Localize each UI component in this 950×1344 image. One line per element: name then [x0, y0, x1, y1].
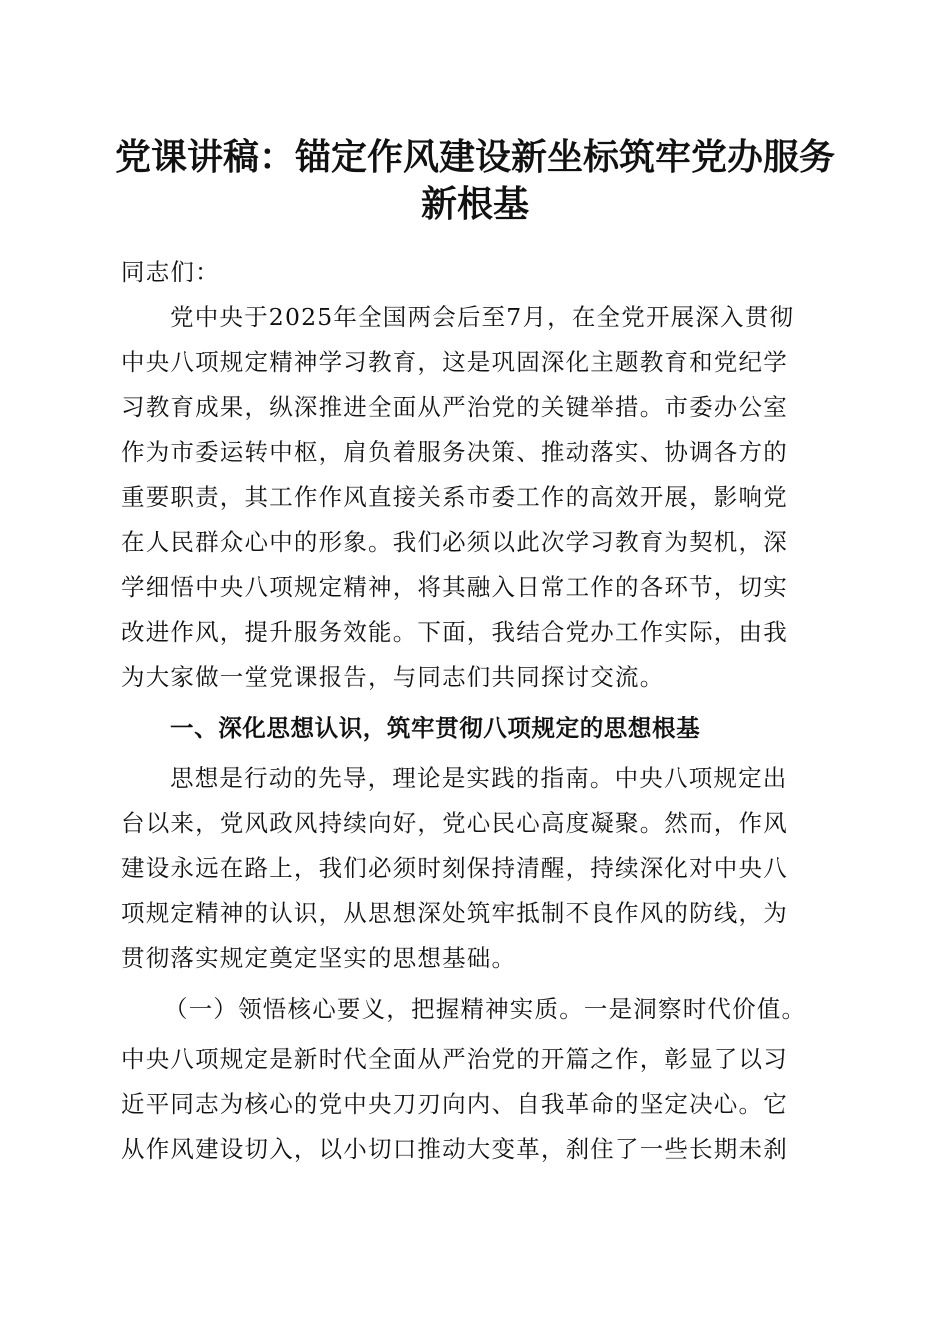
paragraph-line: 思想是行动的先导，理论是实践的指南。中央八项规定出: [170, 764, 788, 792]
document-title: [90, 134, 860, 228]
paragraph-line: 学细悟中央八项规定精神，将其融入日常工作的各环节，切实: [121, 573, 788, 601]
paragraph-line: 贯彻落实规定奠定坚实的思想基础。: [121, 944, 517, 972]
title-line: 新根基: [420, 183, 529, 225]
paragraph-intro: [121, 295, 833, 700]
paragraph-line: 建设永远在路上，我们必须时刻保持清醒，持续深化对中央八: [121, 854, 788, 882]
paragraph-line: 改进作风，提升服务效能。下面，我结合党办工作实际，由我: [121, 618, 788, 646]
paragraph-line: 台以来，党风政风持续向好，党心民心高度凝聚。然而，作风: [121, 809, 788, 837]
paragraph-line: 作为市委运转中枢，肩负着服务决策、推动落实、协调各方的: [121, 438, 788, 466]
document-body: [121, 250, 833, 1172]
paragraph-line: 中央八项规定是新时代全面从严治党的开篇之作，彰显了以习: [121, 1045, 788, 1073]
paragraph-section1: [121, 756, 833, 981]
paragraph-line: 在人民群众心中的形象。我们必须以此次学习教育为契机，深: [121, 528, 788, 556]
salutation: 同志们：: [121, 258, 220, 286]
paragraph-line: 习教育成果，纵深推进全面从严治党的关键举措。市委办公室: [121, 393, 788, 421]
paragraph-line: 项规定精神的认识，从思想深处筑牢抵制不良作风的防线，为: [121, 899, 788, 927]
paragraph-line: 为大家做一堂党课报告，与同志们共同探讨交流。: [121, 663, 665, 691]
section-heading: 一、深化思想认识，筑牢贯彻八项规定的思想根基: [170, 714, 701, 742]
paragraph-line: 中央八项规定精神学习教育，这是巩固深化主题教育和党纪学: [121, 348, 788, 376]
paragraph-line: 重要职责，其工作作风直接关系市委工作的高效开展，影响党: [121, 483, 788, 511]
paragraph-subsection1: [121, 981, 833, 1172]
paragraph-line: 近平同志为核心的党中央刀刃向内、自我革命的坚定决心。它: [121, 1090, 788, 1118]
paragraph-line: 党中央于2025年全国两会后至7月，在全党开展深入贯彻: [170, 303, 795, 331]
title-line: 党课讲稿：锚定作风建设新坐标筑牢党办服务: [114, 136, 835, 178]
paragraph-line: 从作风建设切入，以小切口推动大变革，刹住了一些长期未刹: [121, 1135, 788, 1163]
paragraph-line: （一）领悟核心要义，把握精神实质。一是洞察时代价值。: [164, 995, 807, 1023]
